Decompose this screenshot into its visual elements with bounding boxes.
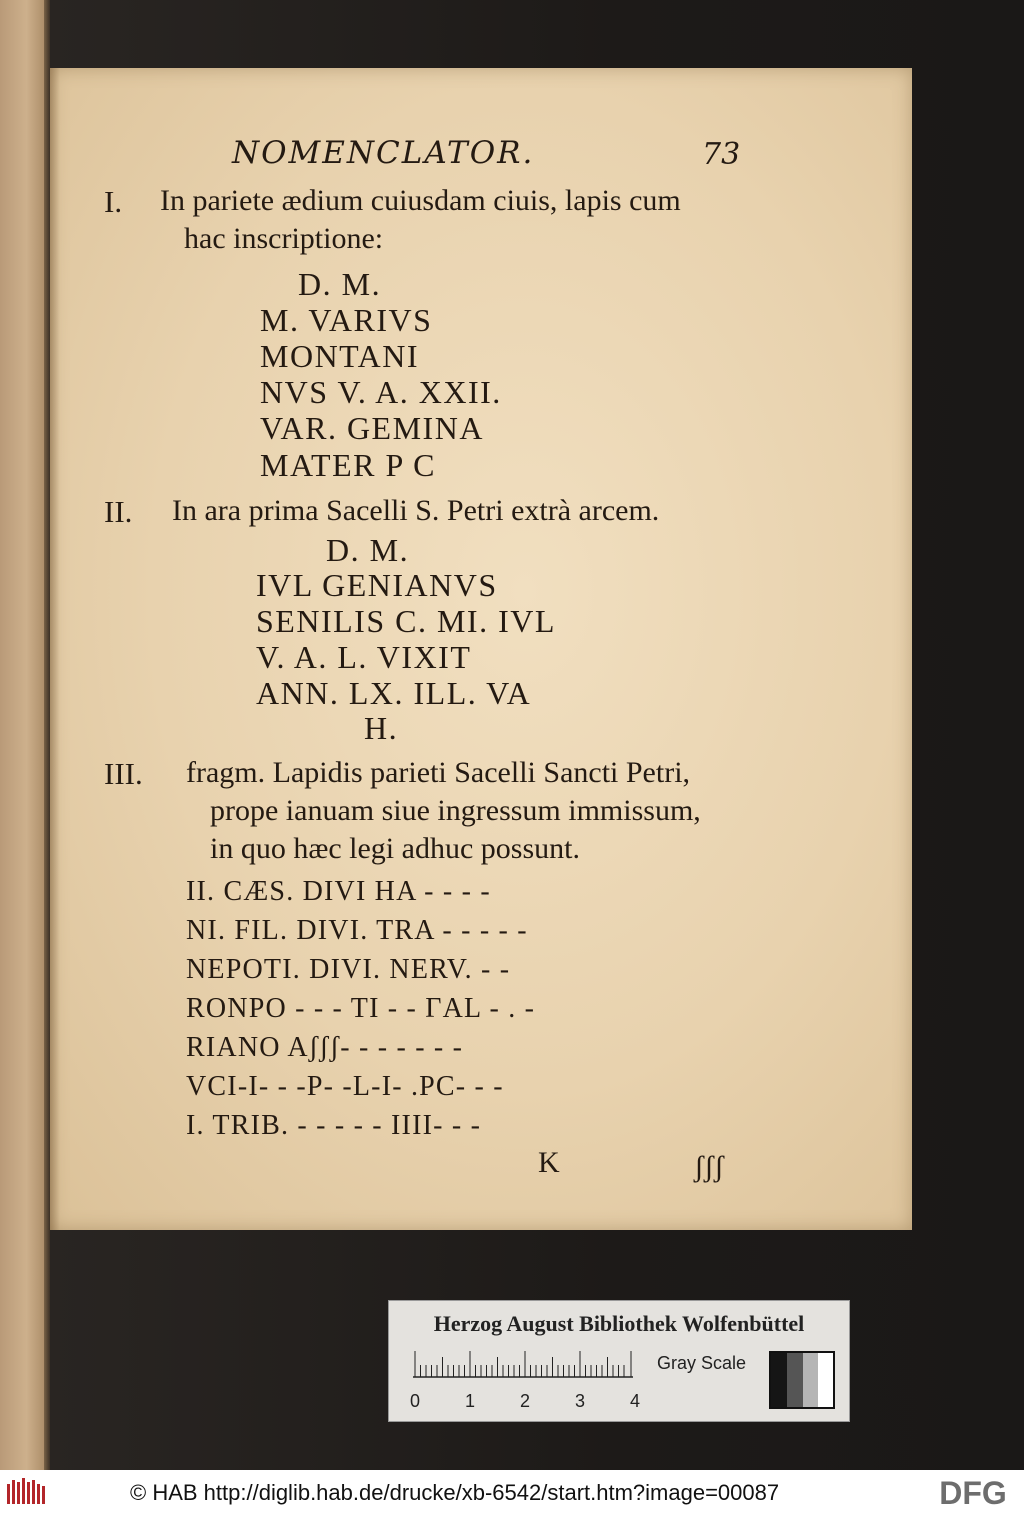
section-3-fragment-line-3: NEPOTI. DIVI. NERV. - - <box>186 954 511 985</box>
section-3-intro-line-1: fragm. Lapidis parieti Sacelli Sancti Petri, <box>186 756 691 789</box>
section-1-inscription-line-3: MONTANI <box>260 338 420 374</box>
catchword: ʃʃʃ <box>694 1150 724 1183</box>
running-head: NOMENCLATOR. <box>232 135 535 171</box>
section-3-fragment-line-2: NI. FIL. DIVI. TRA - - - - - <box>186 915 528 946</box>
dfg-logo-icon <box>928 1474 1018 1510</box>
section-3-fragment-line-7: I. TRIB. - - - - - IIII- - - <box>186 1110 482 1141</box>
section-2-inscription-line-6: H. <box>364 710 399 746</box>
ruler-number-1: 1 <box>465 1391 476 1411</box>
section-3-fragment-line-6: VCI-I- - -P- -L-I- .PC- - - <box>186 1071 504 1102</box>
previous-page-edge <box>0 0 48 1470</box>
section-1-number: I. <box>104 184 123 219</box>
gray-scale-label: Gray Scale <box>657 1353 747 1373</box>
dfg-logo-text: DFG <box>939 1475 1007 1510</box>
section-2-inscription-line-3: SENILIS C. MI. IVL <box>256 603 556 639</box>
section-3-fragment-line-5: RIANO Aʃʃʃ- - - - - - - <box>186 1032 464 1063</box>
section-3-fragment-line-4: RONPO - - - TI - - ΓAL - . - <box>186 993 536 1024</box>
section-3-intro-line-3: in quo hæc legi adhuc possunt. <box>210 832 580 865</box>
section-2-inscription-line-2: IVL GENIANVS <box>256 567 498 603</box>
section-1-inscription-line-2: M. VARIVS <box>260 302 433 338</box>
ruler-number-4: 4 <box>630 1391 641 1411</box>
page-binding-shadow <box>50 68 60 1230</box>
section-2-intro-line-1: In ara prima Sacelli S. Petri extrà arcem. <box>172 494 660 527</box>
section-3-intro-line-2: prope ianuam siue ingressum immissum, <box>210 794 701 827</box>
section-1-inscription-line-6: MATER P C <box>260 447 436 483</box>
section-3-number: III. <box>104 756 143 791</box>
swatch-dark-gray <box>787 1353 803 1407</box>
gray-scale-swatches <box>769 1351 835 1409</box>
swatch-light-gray <box>803 1353 818 1407</box>
footer-bar <box>0 1470 1024 1514</box>
card-title: Herzog August Bibliothek Wolfenbüttel <box>433 1311 805 1336</box>
section-2-number: II. <box>104 494 133 529</box>
section-2-inscription-line-5: ANN. LX. ILL. VA <box>256 675 532 711</box>
section-1-intro-line-1: In pariete ædium cuiusdam ciuis, lapis cum <box>160 184 681 217</box>
swatch-white <box>818 1353 833 1407</box>
section-3-fragment-line-1: II. CÆS. DIVI HA - - - - <box>186 876 491 907</box>
section-1-inscription-line-1: D. M. <box>298 266 382 302</box>
source-url-link[interactable]: © HAB http://diglib.hab.de/drucke/xb-6542/start.htm?image=00087 <box>130 1480 780 1505</box>
ruler-number-2: 2 <box>520 1391 531 1411</box>
ruler-number-0: 0 <box>410 1391 421 1411</box>
color-calibration-card <box>388 1300 850 1422</box>
section-1-intro-line-2: hac inscriptione: <box>184 222 384 255</box>
section-2-inscription-line-4: V. A. L. VIXIT <box>256 639 472 675</box>
folio-number: 73 <box>702 137 741 172</box>
book-page <box>50 68 912 1230</box>
swatch-black <box>771 1353 787 1407</box>
ruler-number-3: 3 <box>575 1391 586 1411</box>
hab-logo-icon <box>6 1476 46 1508</box>
section-2-inscription-line-1: D. M. <box>326 532 410 568</box>
section-1-inscription-line-5: VAR. GEMINA <box>260 410 484 446</box>
signature-mark: K <box>538 1146 560 1179</box>
section-1-inscription-line-4: NVS V. A. XXII. <box>260 374 502 410</box>
ruler-scale <box>413 1347 633 1385</box>
